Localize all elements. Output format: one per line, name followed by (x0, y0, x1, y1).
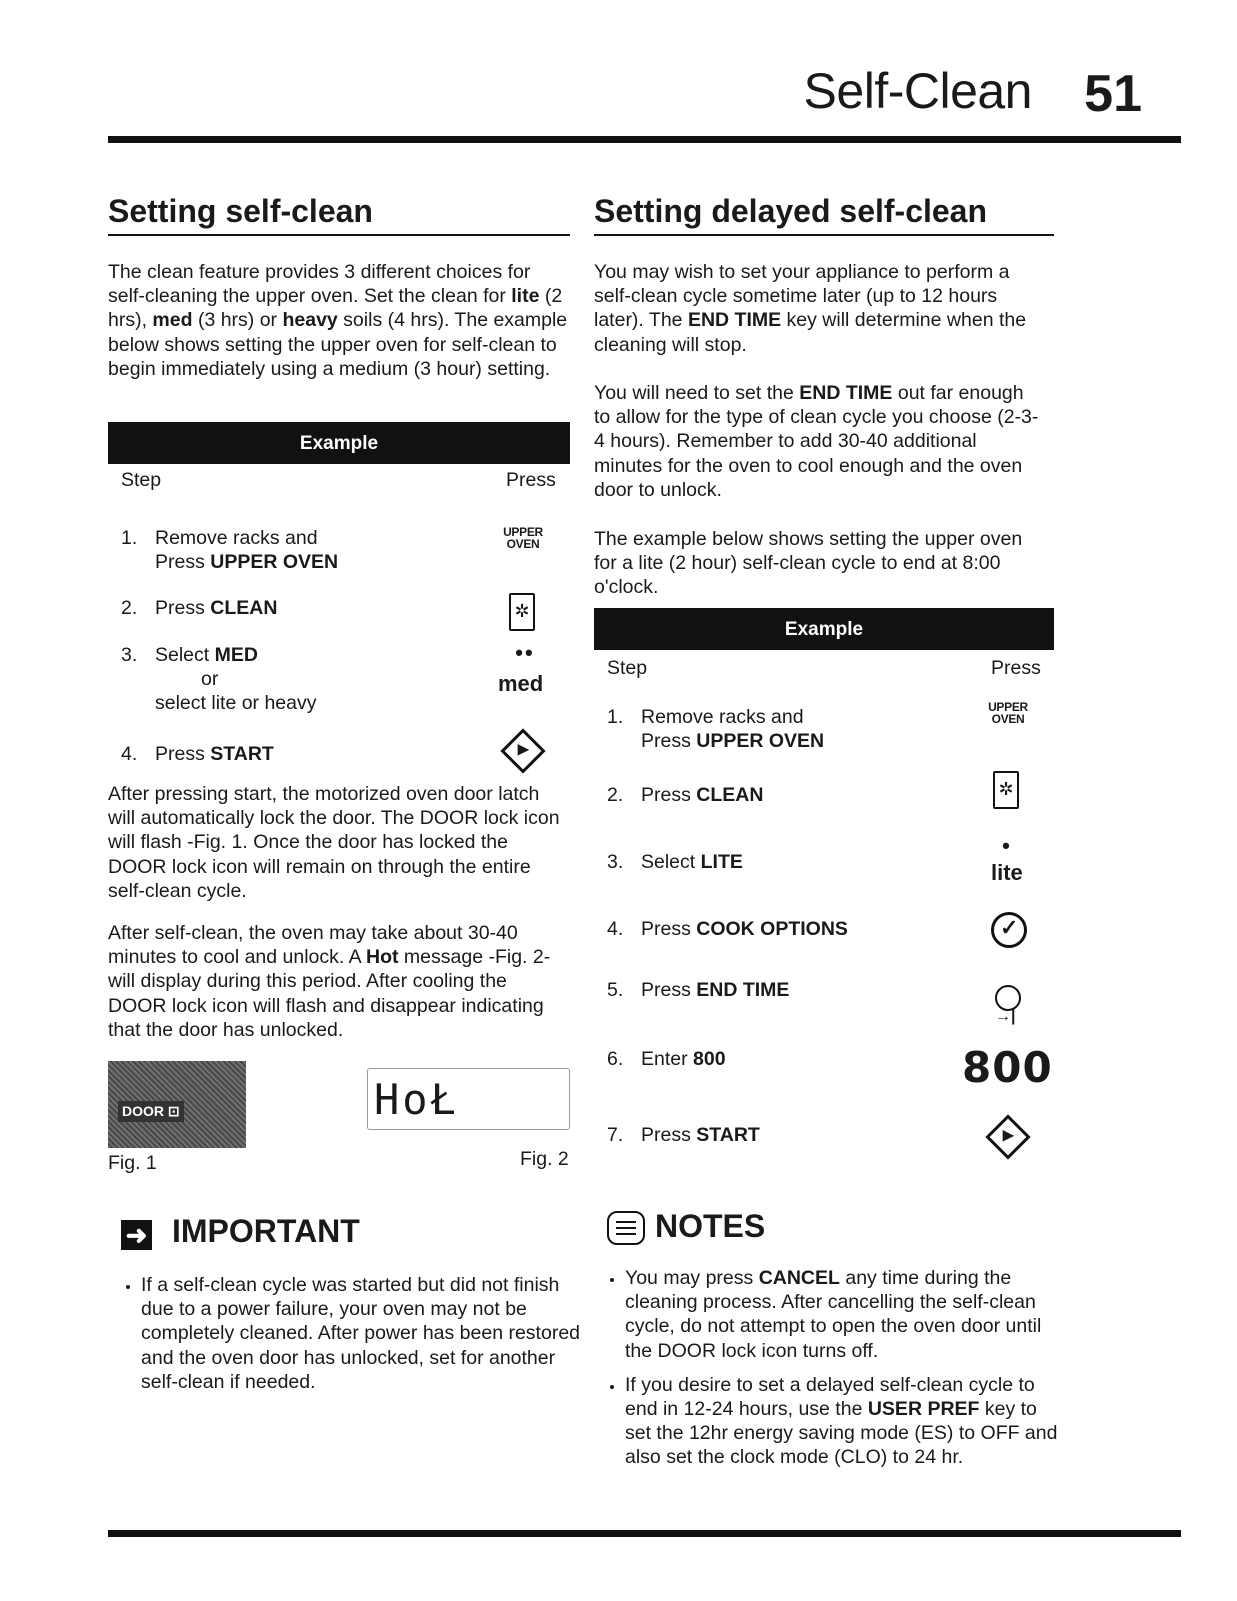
page-number: 51 (1084, 65, 1142, 123)
list-item: • You may press CANCEL any time during the cleaning process. After cancelling the self-clean cycle, do not attempt to open the oven door until the DOOR lock icon turns off. (625, 1266, 1065, 1363)
right-section-heading: Setting delayed self-clean (594, 193, 1054, 236)
cook-options-checkmark-icon: ✓ (991, 912, 1027, 948)
left-step-2: 2. Press CLEAN (121, 597, 278, 619)
right-step-4: 4. Press COOK OPTIONS (607, 918, 848, 940)
med-dots-icon: •• (515, 640, 535, 665)
list-item: • If a self-clean cycle was started but did not finish due to a power failure, your oven may not be completely cleaned. After power has been restored and the oven door has unlocked, set for another self-clean if needed. (141, 1273, 581, 1394)
right-step-1: 1. Remove racks and Press UPPER OVEN (607, 706, 825, 752)
important-heading: IMPORTANT (172, 1213, 360, 1249)
left-hot-message-paragraph: After self-clean, the oven may take about 30-40 minutes to cool and unlock. A Hot message -Fig. 2- will display during this period. After cooling the DOOR lock icon will flash and disappear indicating that the door has unlocked. (108, 922, 551, 1041)
header-rule (108, 136, 1181, 143)
fig2-label: Fig. 2 (520, 1148, 569, 1170)
notes-heading: NOTES (655, 1208, 766, 1244)
right-step-2: 2. Press CLEAN (607, 784, 764, 806)
right-press-label: Press (991, 657, 1041, 679)
right-example-bar: Example (594, 608, 1054, 650)
left-step-label: Step (121, 469, 162, 491)
clean-key-icon: ✲ (509, 593, 535, 631)
hot-message: HoŁ (374, 1075, 459, 1124)
fig2-hot-display (367, 1068, 570, 1130)
notes-icon (607, 1211, 645, 1245)
footer-rule (108, 1530, 1181, 1537)
left-section-heading: Setting self-clean (108, 193, 570, 236)
right-end-time-paragraph: You will need to set the END TIME out far enough to allow for the type of clean cycle you choose (2-3-4 hours). Remember to add 30-40 additional minutes for the oven to cool enough and the oven door to unlock. (594, 382, 1039, 501)
start-key-icon: ▶ (500, 728, 545, 773)
right-step-5: 5. Press END TIME (607, 979, 790, 1001)
notes-list (597, 1266, 1065, 1480)
fig1-label: Fig. 1 (108, 1152, 157, 1174)
left-example-bar: Example (108, 422, 570, 464)
left-step-3: 3. Select MED or select lite or heavy (121, 644, 317, 714)
upper-oven-key-icon: UPPER OVEN (988, 700, 1028, 726)
upper-oven-key-icon: UPPER OVEN (503, 525, 543, 551)
right-step-7: 7. Press START (607, 1124, 760, 1146)
left-step-1: 1. Remove racks and Press UPPER OVEN (121, 527, 339, 573)
right-example-intro: The example below shows setting the upper oven for a lite (2 hour) self-clean cycle to end at 8:00 o'clock. (594, 528, 1023, 599)
important-list (113, 1273, 581, 1404)
left-door-lock-paragraph: After pressing start, the motorized oven door latch will automatically lock the door. The DOOR lock icon will flash -Fig. 1. Once the door has locked the DOOR lock icon will remain on through the entire self-clean cycle. (108, 783, 560, 902)
right-intro-paragraph: You may wish to set your appliance to perform a self-clean cycle sometime later (up to 12 hours later). The END TIME key will determine when the cleaning will stop. (594, 261, 1027, 356)
left-intro-paragraph: The clean feature provides 3 different choices for self-cleaning the upper oven. Set the clean for lite (2 hrs), med (3 hrs) or heavy soils (4 hrs). The example below shows setting the upper oven for self-clean to begin immediately using a medium (3 hour) setting. (108, 261, 568, 380)
left-press-label: Press (506, 469, 556, 491)
page-title: Self-Clean (803, 63, 1032, 119)
right-step-label: Step (607, 657, 648, 679)
right-step-3: 3. Select LITE (607, 851, 743, 873)
left-step-4: 4. Press START (121, 743, 274, 765)
fig1-door-lock-display: DOOR ⊡ (108, 1061, 246, 1148)
end-time-arrow-icon: →| (995, 1008, 1016, 1025)
lock-icon: ⊡ (167, 1103, 180, 1119)
med-key-icon: med (498, 671, 544, 696)
list-item: • If you desire to set a delayed self-clean cycle to end in 12-24 hours, use the USER PREF key to set the 12hr energy saving mode (ES) to OFF and also set the clock mode (CLO) to 24 hr. (625, 1373, 1065, 1470)
display-800-icon: 800 (962, 1043, 1053, 1092)
start-key-icon: ▶ (985, 1114, 1030, 1159)
right-step-6: 6. Enter 800 (607, 1048, 726, 1070)
lite-key-icon: lite (991, 860, 1023, 885)
clean-key-icon: ✲ (993, 771, 1019, 809)
important-arrow-icon: ➜ (121, 1220, 152, 1250)
lite-dot-icon: • (1002, 833, 1012, 858)
